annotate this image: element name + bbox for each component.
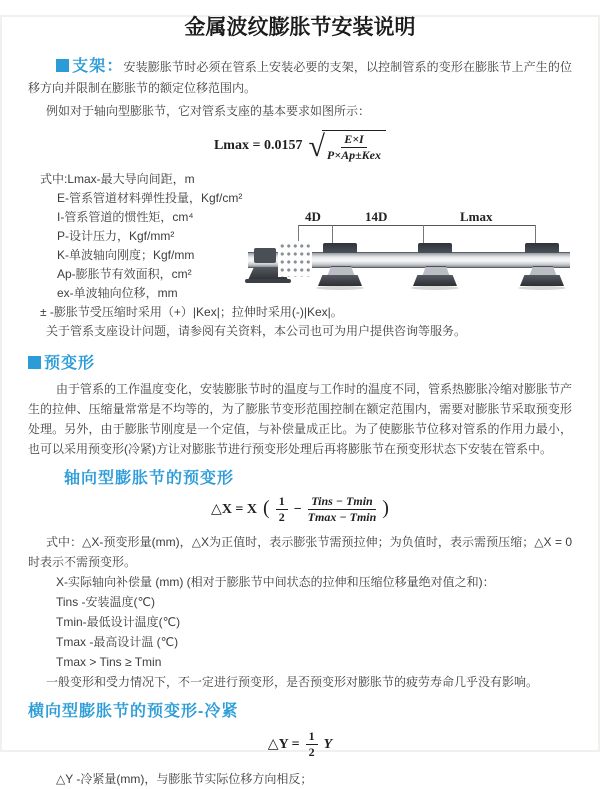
lmax-formula-denominator: P×Ap±Kex: [326, 148, 382, 162]
support-base: [520, 275, 564, 286]
support-shadow: [518, 286, 566, 290]
temp-definition: Tins -安装温度(℃): [56, 595, 156, 609]
definition-line: I-管系管道的惯性矩，cm⁴: [57, 210, 194, 224]
anchor-block: [254, 248, 276, 263]
sqrt-radical: [308, 130, 386, 162]
support-shadow: [316, 286, 364, 290]
support-intro-text: 安装膨胀节时必须在管系上安装必要的支架，以控制管系的变形在膨胀节上产生的位移方向并限制在膨胀节的额定位移范围内。: [28, 60, 572, 95]
open-paren: (: [263, 497, 270, 519]
pipe-support: [411, 211, 459, 303]
lateral-formula-lhs: △Y =: [267, 737, 300, 752]
minus-sign: −: [293, 501, 302, 517]
definition-line: Ap-膨胀节有效面积，cm²: [57, 267, 192, 281]
temp-inequality: Tmax > Tins ≥ Tmin: [56, 655, 162, 669]
consult-note: 关于管系支座设计问题，请参阅有关资料，本公司也可为用户提供咨询等服务。: [46, 324, 467, 338]
support-base: [413, 275, 457, 286]
close-paren: ): [382, 497, 389, 519]
axial-note2: X-实际轴向补偿量 (mm) (相对于膨胀节中间状态的拉伸和压缩位移量绝对值之和)：: [56, 575, 495, 589]
predeform-section-head: [28, 355, 600, 373]
definition-line: K-单波轴向刚度；Kgf/mm: [57, 248, 195, 262]
support-clamp: [323, 243, 357, 253]
lateral-formula: [90, 730, 510, 759]
support-paragraph: [28, 56, 572, 99]
support-section-heading: 支架：: [72, 58, 124, 75]
page-title: 金属波纹膨胀节安装说明: [184, 16, 416, 39]
half-denominator: 2: [278, 510, 285, 524]
half-numerator: 1: [276, 495, 288, 510]
temp-definition: Tmax -最高设计温 (℃): [56, 635, 179, 649]
bellows-expansion-joint: [278, 241, 312, 277]
lateral-frac-den: 2: [308, 745, 315, 759]
axial-formula-lhs: △X = X: [211, 502, 258, 517]
dim-label-14d: 14D: [365, 209, 388, 224]
lmax-formula: [90, 130, 510, 162]
anchor-base: [245, 279, 291, 283]
lateral-frac-num: 1: [306, 730, 318, 745]
axial-formula-numerator: Tins − Tmin: [308, 495, 376, 510]
predeform-body: 由于管系的工作温度变化，安装膨胀节时的温度与工作时的温度不同，管系热膨胀冷缩对膨胀节产生的拉伸、压缩量常常是不均等的，为了膨胀节变形范围控制在额定范围内，需要对膨胀节采取预变形处理。另外，由于膨胀节刚度是一个定值，与补偿量成正比。为了使膨胀节位移对管系的作用力最小，也可以采用预变形(冷紧)方让对膨胀节进行预变形处理后再将膨胀节在预变形状态下安装在管系中。: [28, 382, 573, 456]
axial-formula-denominator: Tmax − Tmin: [307, 510, 377, 524]
support-base: [318, 275, 362, 286]
section-marker-icon: [28, 356, 41, 369]
pipe-support: [518, 211, 566, 303]
pipe-support-diagram: [248, 211, 600, 303]
lateral-formula-rhs: Y: [323, 736, 333, 752]
pipe-support: [316, 211, 364, 303]
lmax-formula-lhs: Lmax = 0.0157: [213, 138, 303, 153]
temp-definition: Tmin-最低设计温度(℃): [56, 615, 181, 629]
definition-line: ex-单波轴向位移，mm: [57, 286, 178, 300]
section-marker-icon: [56, 59, 69, 72]
axial-note3: 一般变形和受力情况下，不一定进行预变形，是否预变形对膨胀节的疲劳寿命几乎没有影响。: [46, 675, 539, 689]
document-page: [0, 15, 600, 786]
definition-line: 式中:Lmax-最大导向间距，m: [40, 172, 195, 186]
predeform-heading: 预变形: [44, 355, 96, 372]
definition-line: ± -膨胀节受压缩时采用（+）|Kex|；拉伸时采用(-)|Kex|。: [40, 305, 343, 319]
lateral-subheading: 横向型膨胀节的预变形-冷紧: [28, 703, 239, 720]
support-shadow: [411, 286, 459, 290]
lmax-formula-numerator: E×I: [341, 133, 367, 148]
definition-line: P-设计压力，Kgf/mm²: [57, 229, 175, 243]
dim-label-lmax: Lmax: [460, 209, 493, 224]
axial-subheading: 轴向型膨胀节的预变形: [64, 470, 235, 487]
support-clamp: [418, 243, 452, 253]
axial-formula: [90, 495, 510, 524]
support-example-text: 例如对于轴向型膨胀节，它对管系支座的基本要求如图所示：: [46, 104, 371, 118]
radical-sign: √: [308, 130, 325, 163]
definition-line: E-管系管道材料弹性投量，Kgf/cm²: [57, 191, 243, 205]
lateral-note: △Y -冷紧量(mm)，与膨胀节实际位移方向相反；: [56, 772, 313, 786]
axial-note1: 式中：△X-预变形量(mm)，△X为正值时，表示膨张节需预拉伸；为负值时，表示需预压缩；△X = 0时表示不需预变形。: [28, 535, 572, 569]
dim-label-4d: 4D: [305, 209, 321, 224]
support-clamp: [525, 243, 559, 253]
